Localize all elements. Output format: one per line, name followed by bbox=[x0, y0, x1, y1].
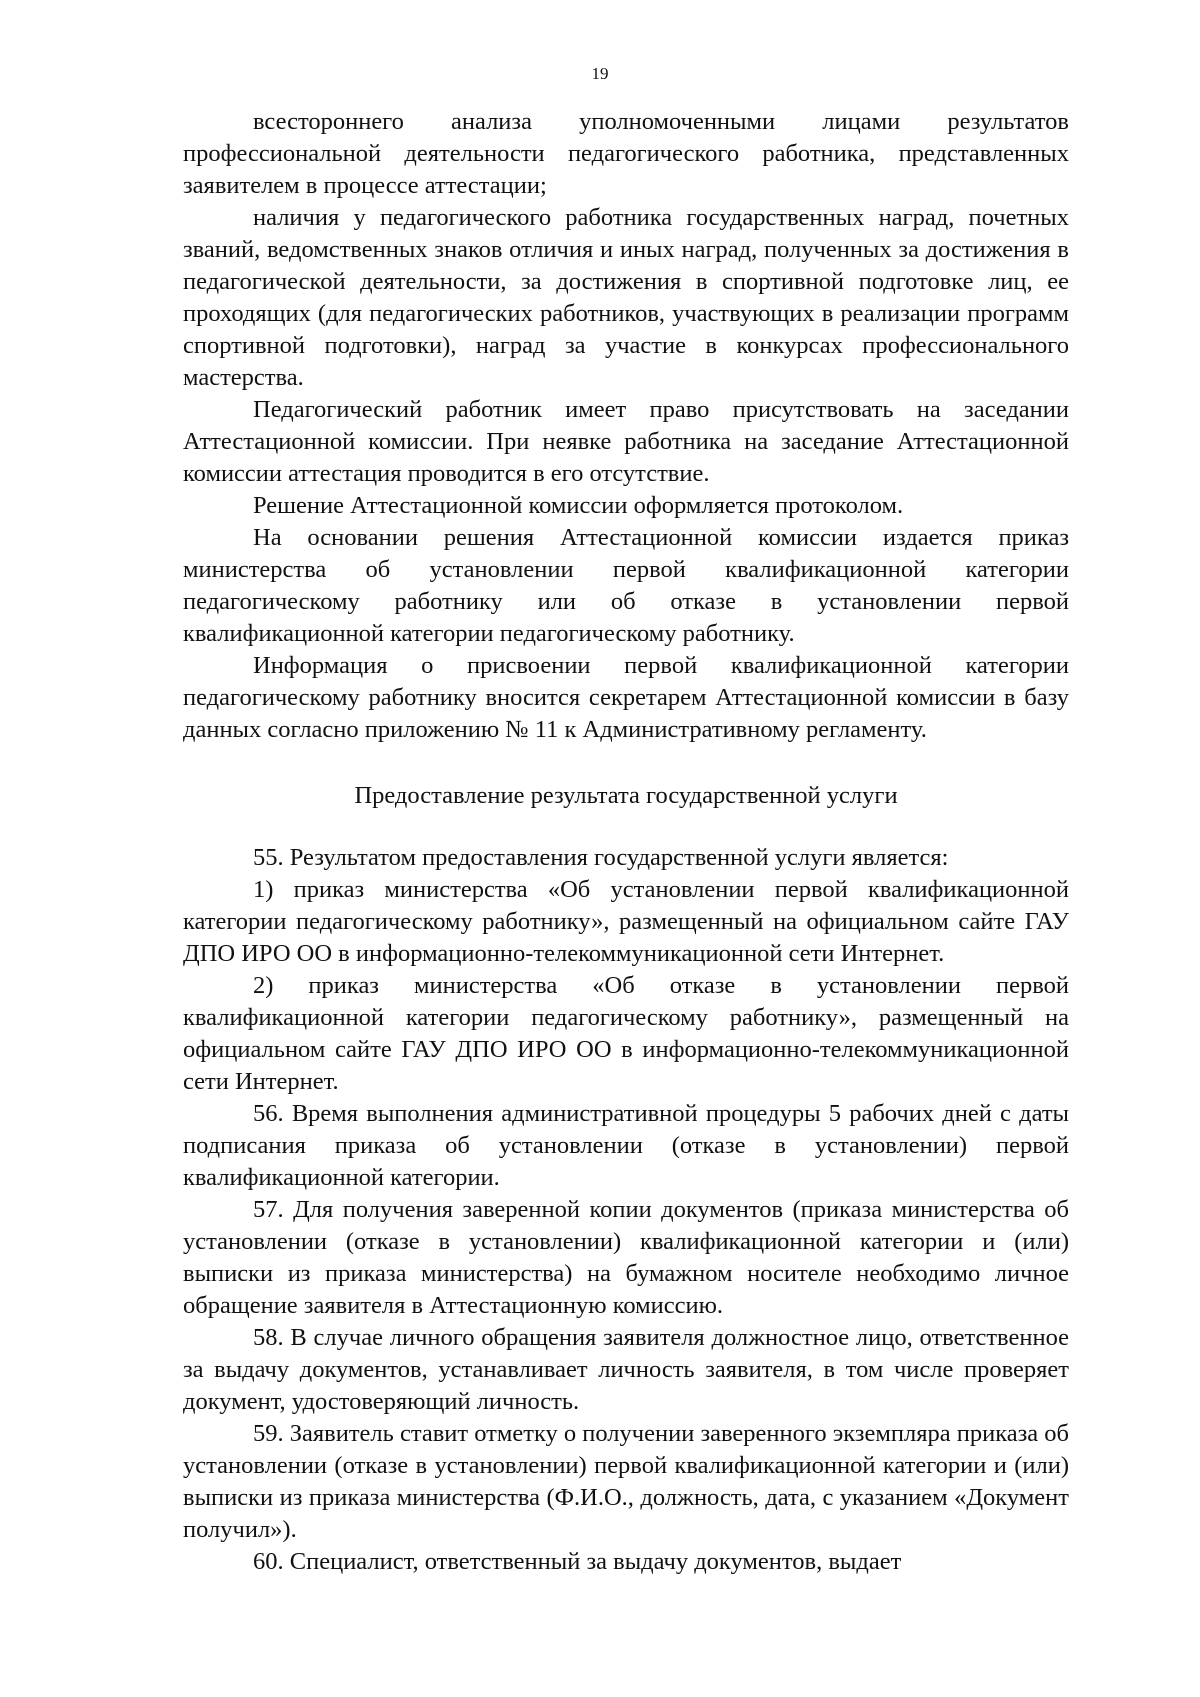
paragraph-ministry-order: На основании решения Аттестационной комиссии издается приказ министерства об установлении первой квалификационной категории педагогическому работнику или об отказе в установлении первой квалификационной категории педагогическому работнику. bbox=[183, 524, 1069, 647]
clause-57: 57. Для получения заверенной копии документов (приказа министерства об установлении (отказе в установлении) квалификационной категории и (или) выписки из приказа министерства) на бумажном носителе необходимо личное обращение заявителя в Аттестационную комиссию. bbox=[183, 1196, 1069, 1319]
clause-59: 59. Заявитель ставит отметку о получении заверенного экземпляра приказа об установлении (отказе в установлении) первой квалификационной категории и (или) выписки из приказа министерства (Ф.И.О., должность, дата, с указанием «Документ получил»). bbox=[183, 1420, 1069, 1543]
paragraph-analysis: всестороннего анализа уполномоченными лицами результатов профессиональной деятельности педагогического работника, представленных заявителем в процессе аттестации; bbox=[183, 108, 1069, 199]
clause-58: 58. В случае личного обращения заявителя должностное лицо, ответственное за выдачу документов, устанавливает личность заявителя, в том числе проверяет документ, удостоверяющий личность. bbox=[183, 1324, 1069, 1415]
section-heading: Предоставление результата государственной услуги bbox=[354, 782, 898, 809]
clause-55-item-2: 2) приказ министерства «Об отказе в установлении первой квалификационной категории педагогическому работнику», размещенный на официальном сайте ГАУ ДПО ИРО ОО в информационно-телекоммуникационной сети Интернет. bbox=[183, 972, 1069, 1095]
clause-60: 60. Специалист, ответственный за выдачу документов, выдает bbox=[253, 1548, 902, 1575]
clause-55: 55. Результатом предоставления государственной услуги является: bbox=[253, 844, 949, 871]
clause-55-item-1: 1) приказ министерства «Об установлении первой квалификационной категории педагогическому работнику», размещенный на официальном сайте ГАУ ДПО ИРО ОО в информационно-телекоммуникационной сети Интернет. bbox=[183, 876, 1069, 967]
clause-56: 56. Время выполнения административной процедуры 5 рабочих дней с даты подписания приказа об установлении (отказе в установлении) первой квалификационной категории. bbox=[183, 1100, 1069, 1191]
page-number: 19 bbox=[591, 64, 609, 83]
paragraph-protocol: Решение Аттестационной комиссии оформляется протоколом. bbox=[253, 492, 904, 519]
paragraph-attendance-right: Педагогический работник имеет право присутствовать на заседании Аттестационной комиссии. При неявке работника на заседание Аттестационной комиссии аттестация проводится в его отсутствие. bbox=[183, 396, 1069, 487]
document-body bbox=[183, 106, 1069, 1578]
paragraph-database-entry: Информация о присвоении первой квалификационной категории педагогическому работнику вносится секретарем Аттестационной комиссии в базу данных согласно приложению № 11 к Административному регламенту. bbox=[183, 652, 1069, 743]
paragraph-awards: наличия у педагогического работника государственных наград, почетных званий, ведомственных знаков отличия и иных наград, полученных за достижения в педагогической деятельности, за достижения в спортивной подготовке лиц, ее проходящих (для педагогических работников, участвующих в реализации программ спортивной подготовки), наград за участие в конкурсах профессионального мастерства. bbox=[183, 204, 1069, 391]
